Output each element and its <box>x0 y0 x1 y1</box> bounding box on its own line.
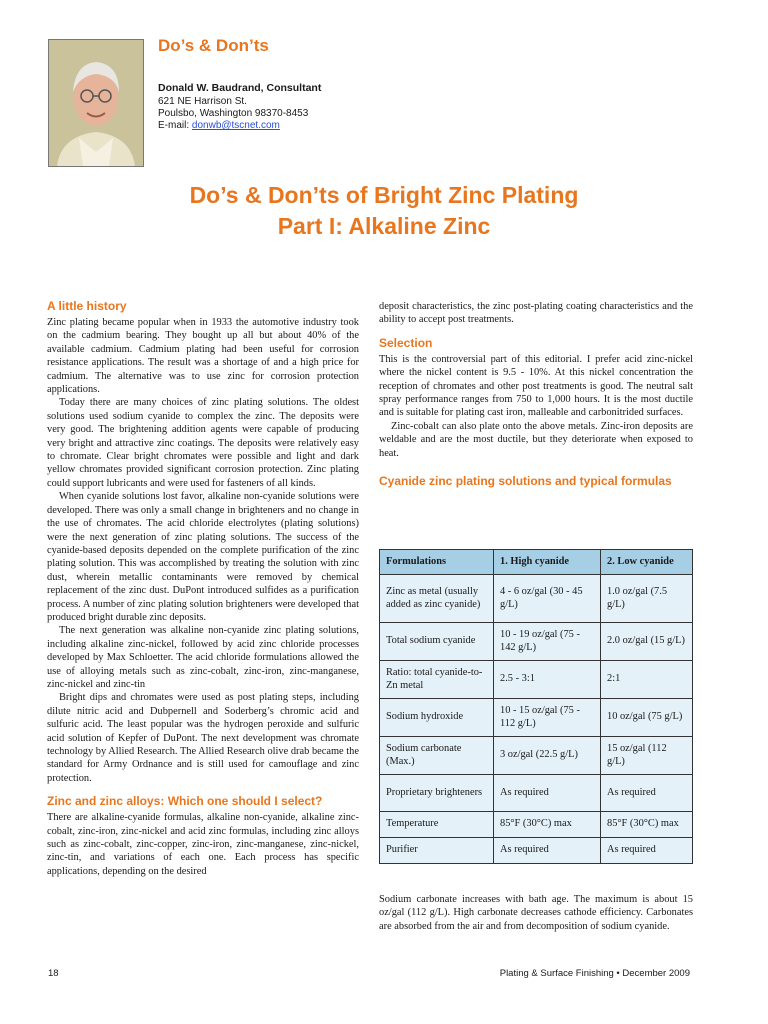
table-header-cell: 1. High cyanide <box>494 550 601 575</box>
author-name: Donald W. Baudrand, Consultant <box>158 82 322 94</box>
paragraph: Bright dips and chromates were used as post plating steps, including dilute nitric acid and Dubpernell and Soderberg’s chromic acid and sulfuric acid. The least popular was the hydrogen peroxide and sulfuric acid solution of Kepfer of DuPont. The next development was chromate technology by Allied Research. The Allied Research olive drab became the standard for Army Ordnance and is still used for camouflage and zinc protection. <box>47 692 359 784</box>
table-row <box>380 737 693 775</box>
column-title: Do’s & Don’ts <box>158 36 269 55</box>
table-cell: 1.0 oz/gal (7.5 g/L) <box>601 575 693 623</box>
table-cell: 10 - 19 oz/gal (75 - 142 g/L) <box>494 623 601 661</box>
table-cell: Sodium hydroxide <box>380 699 494 737</box>
section-heading-table: Cyanide zinc plating solutions and typical formulas <box>379 474 672 489</box>
author-portrait-image <box>49 40 143 166</box>
table-row <box>380 775 693 812</box>
table-row <box>380 661 693 699</box>
paragraph: Zinc-cobalt can also plate onto the above metals. Zinc-iron deposits are weldable and are the most ductile, but they deteriorate when exposed to heat. <box>379 420 693 459</box>
formulations-table <box>379 549 693 864</box>
table-header-cell: Formulations <box>380 550 494 575</box>
table-cell: 10 - 15 oz/gal (75 - 112 g/L) <box>494 699 601 737</box>
table-header-row <box>380 550 693 575</box>
right-column-top <box>379 300 693 491</box>
table-cell: 2.0 oz/gal (15 g/L) <box>601 623 693 661</box>
table-cell: 85°F (30°C) max <box>601 812 693 838</box>
table-cell: 15 oz/gal (112 g/L) <box>601 737 693 775</box>
table-cell: Total sodium cyanide <box>380 623 494 661</box>
table-cell: As required <box>494 775 601 812</box>
table-cell: 2:1 <box>601 661 693 699</box>
table-row <box>380 838 693 864</box>
page-number: 18 <box>48 968 59 979</box>
author-block <box>158 82 321 132</box>
author-email-line <box>158 120 321 132</box>
table-cell: Proprietary brighteners <box>380 775 494 812</box>
table-header-cell: 2. Low cyanide <box>601 550 693 575</box>
author-address-line2: Poulsbo, Washington 98370-8453 <box>158 108 309 119</box>
paragraph: When cyanide solutions lost favor, alkaline non-cyanide solutions were developed. There was only a small change in brighteners and no change in the use of chromates. The acid chloride electrolytes (plating solutions) were the next generation of zinc plating solutions. The success of the cyanide-based deposits depended on the complete purification of the zinc plating solution. This was accomplished by treating the solution with zinc dust, wherein metallic contaminants were removed by chemical replacement of the zinc dust. DuPont introduced sulfides as a purification process. A number of zinc plating solution brighteners were developed that produced bright durable zinc deposits. <box>47 491 359 623</box>
journal-footer: Plating & Surface Finishing • December 2009 <box>499 968 690 979</box>
table-row <box>380 575 693 623</box>
left-column <box>47 299 359 878</box>
article-title-line1: Do’s & Don’ts of Bright Zinc Plating <box>189 182 579 208</box>
table-cell: 85°F (30°C) max <box>494 812 601 838</box>
table-cell: As required <box>601 838 693 864</box>
article-title-line2: Part I: Alkaline Zinc <box>277 213 491 239</box>
paragraph: Zinc plating became popular when in 1933 the automotive industry took on the cadmium bearing. They bought up all but about 40% of the available cadmium. Cadmium plating had been useful for corrosion resistance applications. The result was a shortage of and a high price for cadmium. The alternative was to use zinc for corrosion protection applications. <box>47 317 359 396</box>
paragraph: deposit characteristics, the zinc post-plating coating characteristics and the ability to accept post treatments. <box>379 301 693 326</box>
table-cell: As required <box>494 838 601 864</box>
author-address-line1: 621 NE Harrison St. <box>158 96 247 107</box>
email-label: E-mail: <box>158 120 192 131</box>
table-cell: As required <box>601 775 693 812</box>
article-title <box>0 180 768 242</box>
right-column-bottom <box>379 893 693 933</box>
paragraph: This is the controversial part of this editorial. I prefer acid zinc-nickel where the nickel content is 9.5 - 10%. At this nickel concentration the reception of chromates and other post treatments is good. The neutral salt spray performance ranges from 750 to 1,000 hours. It is the most ductile and is suitable for plating cast iron, malleable and carbonitrided surfaces. <box>379 353 693 419</box>
table-row <box>380 812 693 838</box>
table-cell: Sodium carbonate (Max.) <box>380 737 494 775</box>
table-cell: 10 oz/gal (75 g/L) <box>601 699 693 737</box>
section-heading-select: Zinc and zinc alloys: Which one should I select? <box>47 794 323 809</box>
table-cell: 3 oz/gal (22.5 g/L) <box>494 737 601 775</box>
author-photo <box>48 39 144 167</box>
section-heading-history: A little history <box>47 299 127 313</box>
table-cell: Ratio: total cyanide-to-Zn metal <box>380 661 494 699</box>
paragraph: Sodium carbonate increases with bath age. The maximum is about 15 oz/gal (112 g/L). High carbonate decreases cathode efficiency. Carbonates are absorbed from the air and from decomposition of sodium cyanide. <box>379 894 693 932</box>
paragraph: Today there are many choices of zinc plating solutions. The oldest solutions used sodium cyanide to complex the zinc. The deposits were very good. The brightening addition agents were capable of producing very bright and attractive zinc coatings. The deposits were relatively easy to chromate. Clear bright chromates were possible and light and dark yellow chromates provided significant corrosion protection. Zinc plating could support lubricants and were used for fasteners of all kinds. <box>47 397 359 489</box>
table-row <box>380 623 693 661</box>
paragraph: The next generation was alkaline non-cyanide zinc plating solutions, including alkaline zinc-nickel, followed by acid zinc chloride processes developed by Max Schloetter. The acid chloride formulations allowed the use of alloying metals such as zinc-cobalt, zinc-iron, zinc-manganese, zinc-nickel and zinc-tin <box>47 625 359 690</box>
paragraph: There are alkaline-cyanide formulas, alkaline non-cyanide, alkaline zinc-cobalt, zinc-iron, zinc-nickel and acid zinc formulas, including zinc alloys such as zinc-cobalt, zinc-copper, zinc-iron, zinc-manganese, zinc-nickel, zinc-tin, and variations of each one. Each process has specific applications, depending on the desired <box>47 812 359 877</box>
email-link[interactable]: donwb@tscnet.com <box>191 120 280 131</box>
table-cell: 4 - 6 oz/gal (30 - 45 g/L) <box>494 575 601 623</box>
table-row <box>380 699 693 737</box>
table-cell: 2.5 - 3:1 <box>494 661 601 699</box>
table-cell: Temperature <box>380 812 494 838</box>
table-cell: Zinc as metal (usually added as zinc cyanide) <box>380 575 494 623</box>
table-cell: Purifier <box>380 838 494 864</box>
section-heading-selection: Selection <box>379 335 433 350</box>
